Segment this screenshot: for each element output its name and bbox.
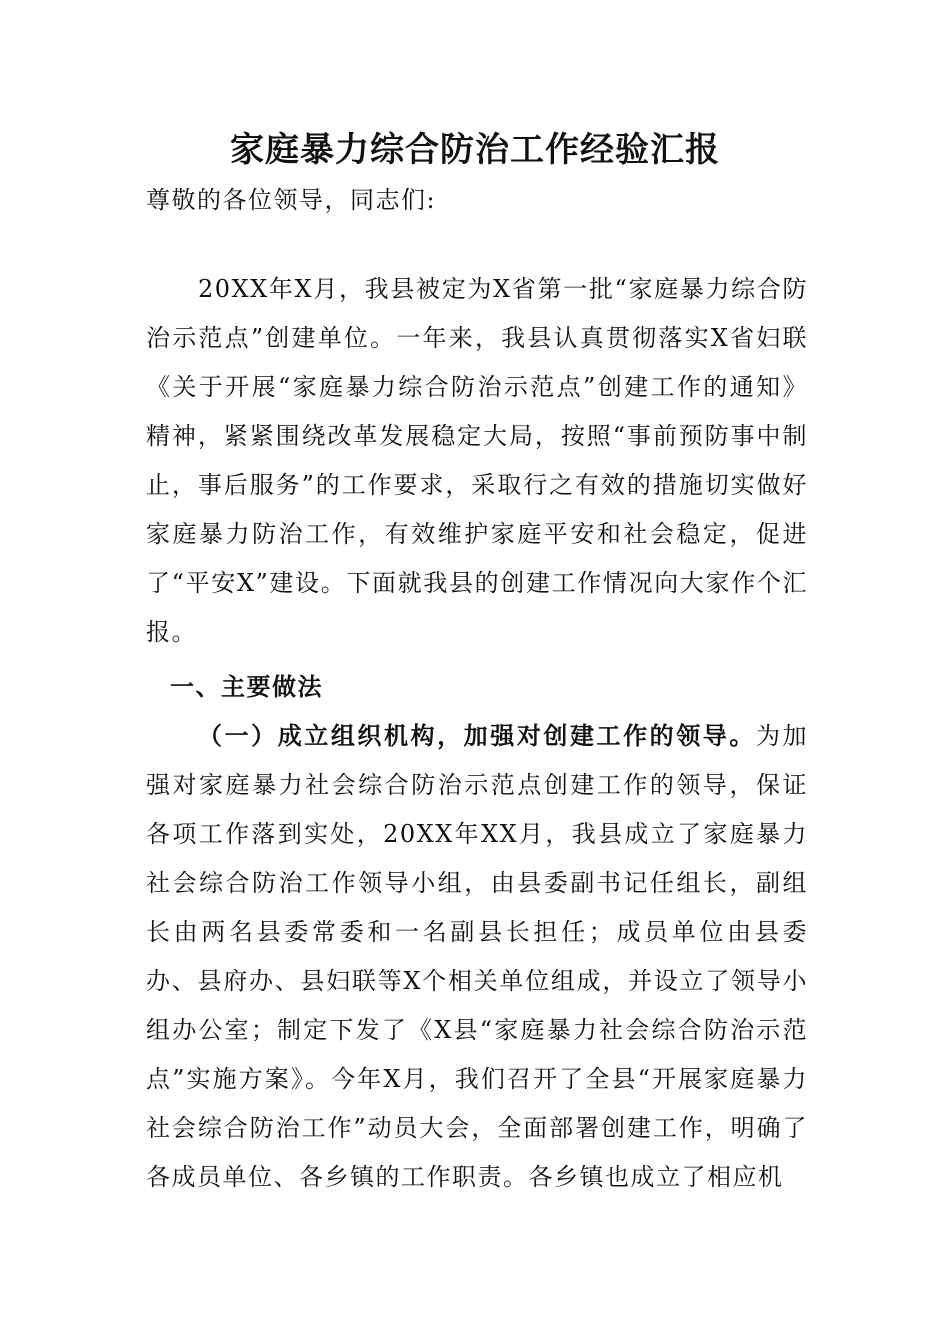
document-title: 家庭暴力综合防治工作经验汇报 [230,130,720,170]
paragraph-body-text: 为加强对家庭暴力社会综合防治示范点创建工作的领导，保证各项工作落到实处，20XX年XX月，我县成立了家庭暴力社会综合防治工作领导小组，由县委副书记任组长，副组长由两名县委常委和一名副县长担任；成员单位由县委办、县府办、县妇联等X个相关单位组成，并设立了领导小组办公室；制定下发了《X县“家庭暴力社会综合防治示范点”实施方案》。今年X月，我们召开了全县“开展家庭暴力社会综合防治工作”动员大会，全面部署创建工作，明确了各成员单位、各乡镇的工作职责。各乡镇也成立了相应机 [146,722,809,1191]
paragraph-organization [146,711,808,1202]
salutation: 尊敬的各位领导，同志们: [146,186,437,214]
paragraph-intro: 20XX年X月，我县被定为X省第一批“家庭暴力综合防治示范点”创建单位。一年来，我县认真贯彻落实X省妇联《关于开展“家庭暴力综合防治示范点”创建工作的通知》精神，紧紧围绕改革发展稳定大局，按照“事前预防事中制止，事后服务”的工作要求，采取行之有效的措施切实做好家庭暴力防治工作，有效维护家庭平安和社会稳定，促进了“平安X”建设。下面就我县的创建工作情况向大家作个汇报。 [146,275,808,646]
paragraph-lead-sentence: （一）成立组织机构，加强对创建工作的领导。 [198,721,756,750]
section-heading-main-practices: 一、主要做法 [170,672,323,701]
